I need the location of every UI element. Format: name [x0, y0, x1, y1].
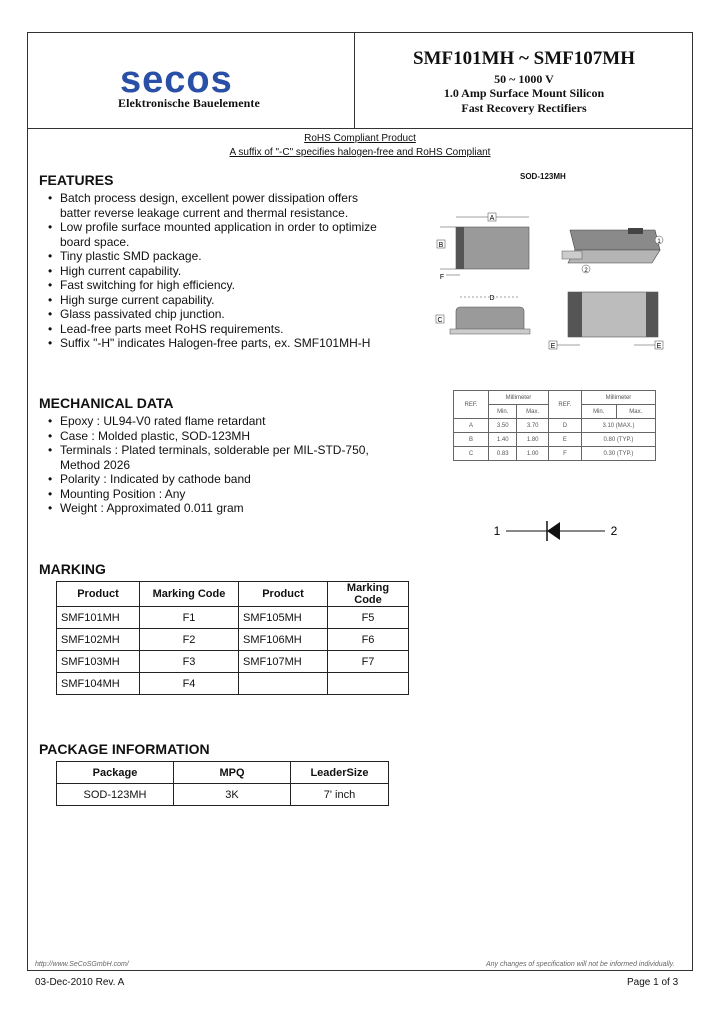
table-cell: SMF105MH: [239, 607, 328, 629]
table-cell: A: [454, 419, 489, 433]
part-range-title: SMF101MH ~ SMF107MH: [412, 48, 636, 69]
marking-heading: MARKING: [39, 561, 106, 577]
table-header-row: [57, 582, 409, 607]
table-header: Product: [239, 582, 328, 607]
logo-subtitle: Elektronische Bauelemente: [118, 96, 260, 110]
dim-header-ref: REF.: [454, 391, 489, 419]
table-cell: SMF104MH: [57, 673, 140, 695]
table-cell: SMF107MH: [239, 651, 328, 673]
table-row: [57, 651, 409, 673]
list-item: • High current capability.: [39, 264, 419, 279]
table-header: Product: [57, 582, 140, 607]
table-cell: SMF101MH: [57, 607, 140, 629]
table-cell: SOD-123MH: [57, 784, 174, 806]
list-item: • Mounting Position : Any: [39, 487, 419, 502]
dim-label-c: C: [437, 317, 443, 324]
dim-label-b: B: [438, 242, 444, 249]
list-item: • High surge current capability.: [39, 293, 419, 308]
table-cell: D: [548, 419, 581, 433]
table-cell: F1: [140, 607, 239, 629]
features-heading: FEATURES: [39, 172, 114, 188]
pin-label-1: 1: [657, 239, 661, 245]
list-item: • Polarity : Indicated by cathode band: [39, 472, 419, 487]
table-cell: C: [454, 447, 489, 461]
table-cell: 3.70: [517, 419, 548, 433]
list-item: • Tiny plastic SMD package.: [39, 249, 419, 264]
rohs-line-2: A suffix of "-C" specifies halogen-free and RoHS Compliant: [229, 147, 491, 158]
rohs-line-1: RoHS Compliant Product: [304, 133, 416, 144]
table-cell: F5: [328, 607, 409, 629]
table-cell: 0.80 (TYP.): [581, 433, 655, 447]
list-item: • Case : Molded plastic, SOD-123MH: [39, 429, 419, 444]
description-line-1: 1.0 Amp Surface Mount Silicon: [443, 86, 605, 100]
table-cell: [239, 673, 328, 695]
list-item: • Fast switching for high efficiency.: [39, 278, 419, 293]
package-drawing: [430, 205, 670, 355]
pin-label-2: 2: [584, 268, 588, 274]
list-item: • Weight : Approximated 0.011 gram: [39, 501, 419, 516]
table-header: MPQ: [174, 762, 291, 784]
footer-page: Page 1 of 3: [627, 977, 679, 988]
table-row: [454, 419, 656, 433]
list-item: • Glass passivated chip junction.: [39, 307, 419, 322]
table-row: [57, 607, 409, 629]
dim-header-max: Max.: [517, 405, 548, 419]
package-info-table: [56, 761, 389, 806]
diode-symbol: [490, 518, 625, 544]
table-cell: 3.50: [489, 419, 517, 433]
table-cell: F7: [328, 651, 409, 673]
list-item: • Terminals : Plated terminals, solderable per MIL-STD-750,: [39, 443, 419, 458]
table-cell: SMF106MH: [239, 629, 328, 651]
table-row: [57, 629, 409, 651]
table-cell: B: [454, 433, 489, 447]
secos-logo: [118, 58, 268, 98]
mechanical-heading: MECHANICAL DATA: [39, 395, 174, 411]
dimension-table: [453, 390, 656, 461]
symbol-pin-1: 1: [493, 524, 501, 538]
table-cell: 3K: [174, 784, 291, 806]
dim-label-d: D: [489, 295, 495, 302]
dim-label-f: F: [439, 274, 445, 281]
table-cell: [328, 673, 409, 695]
table-header: Package: [57, 762, 174, 784]
features-list: [39, 191, 419, 351]
table-row: [57, 784, 389, 806]
table-cell: E: [548, 433, 581, 447]
logo-text: secos: [120, 59, 233, 98]
table-row: [454, 433, 656, 447]
list-item-continued: board space.: [60, 234, 130, 249]
list-item-continued: Method 2026: [60, 457, 131, 472]
dim-header-max2: Max.: [616, 405, 655, 419]
table-cell: F6: [328, 629, 409, 651]
table-cell: 1.00: [517, 447, 548, 461]
dim-header-min: Min.: [489, 405, 517, 419]
dim-header-min2: Min.: [581, 405, 616, 419]
table-cell: 1.80: [517, 433, 548, 447]
footer-notice: Any changes of specification will not be informed individually.: [486, 961, 675, 968]
table-row: [57, 673, 409, 695]
list-item: • Lead-free parts meet RoHS requirements.: [39, 322, 419, 337]
footer-url: http://www.SeCoSGmbH.com/: [35, 961, 129, 968]
description-line-2: Fast Recovery Rectifiers: [461, 101, 587, 115]
voltage-range: 50 ~ 1000 V: [494, 72, 554, 86]
table-header: Marking Code: [328, 582, 409, 607]
table-header: LeaderSize: [291, 762, 389, 784]
table-cell: SMF103MH: [57, 651, 140, 673]
list-item: • Epoxy : UL94-V0 rated flame retardant: [39, 414, 419, 429]
table-header-row: [57, 762, 389, 784]
dim-label-a: A: [489, 215, 495, 222]
table-cell: 3.10 (MAX.): [581, 419, 655, 433]
table-cell: 0.30 (TYP.): [581, 447, 655, 461]
dim-header-ref2: REF.: [548, 391, 581, 419]
package-drawing-title: SOD-123MH: [520, 172, 566, 181]
symbol-pin-2: 2: [610, 524, 618, 538]
table-cell: 7' inch: [291, 784, 389, 806]
table-cell: SMF102MH: [57, 629, 140, 651]
list-item: • Low profile surface mounted application in order to optimize: [39, 220, 419, 235]
list-item-continued: batter reverse leakage current and thermal resistance.: [60, 205, 349, 220]
table-cell: F: [548, 447, 581, 461]
table-cell: F3: [140, 651, 239, 673]
dim-label-e2: E: [656, 343, 662, 350]
dim-label-e: E: [550, 343, 556, 350]
table-cell: 0.83: [489, 447, 517, 461]
dim-header-mm: Millimeter: [489, 391, 549, 405]
marking-table: [56, 581, 409, 695]
list-item: • Batch process design, excellent power dissipation offers: [39, 191, 419, 206]
table-cell: F2: [140, 629, 239, 651]
header-rule: [27, 128, 693, 129]
dim-header-mm2: Millimeter: [581, 391, 655, 405]
package-info-heading: PACKAGE INFORMATION: [39, 741, 210, 757]
table-header: Marking Code: [140, 582, 239, 607]
table-row: [454, 447, 656, 461]
list-item: • Suffix "-H" indicates Halogen-free parts, ex. SMF101MH-H: [39, 336, 419, 351]
mechanical-list: [39, 414, 419, 516]
footer-date: 03-Dec-2010 Rev. A: [35, 977, 125, 988]
table-cell: 1.40: [489, 433, 517, 447]
table-cell: F4: [140, 673, 239, 695]
